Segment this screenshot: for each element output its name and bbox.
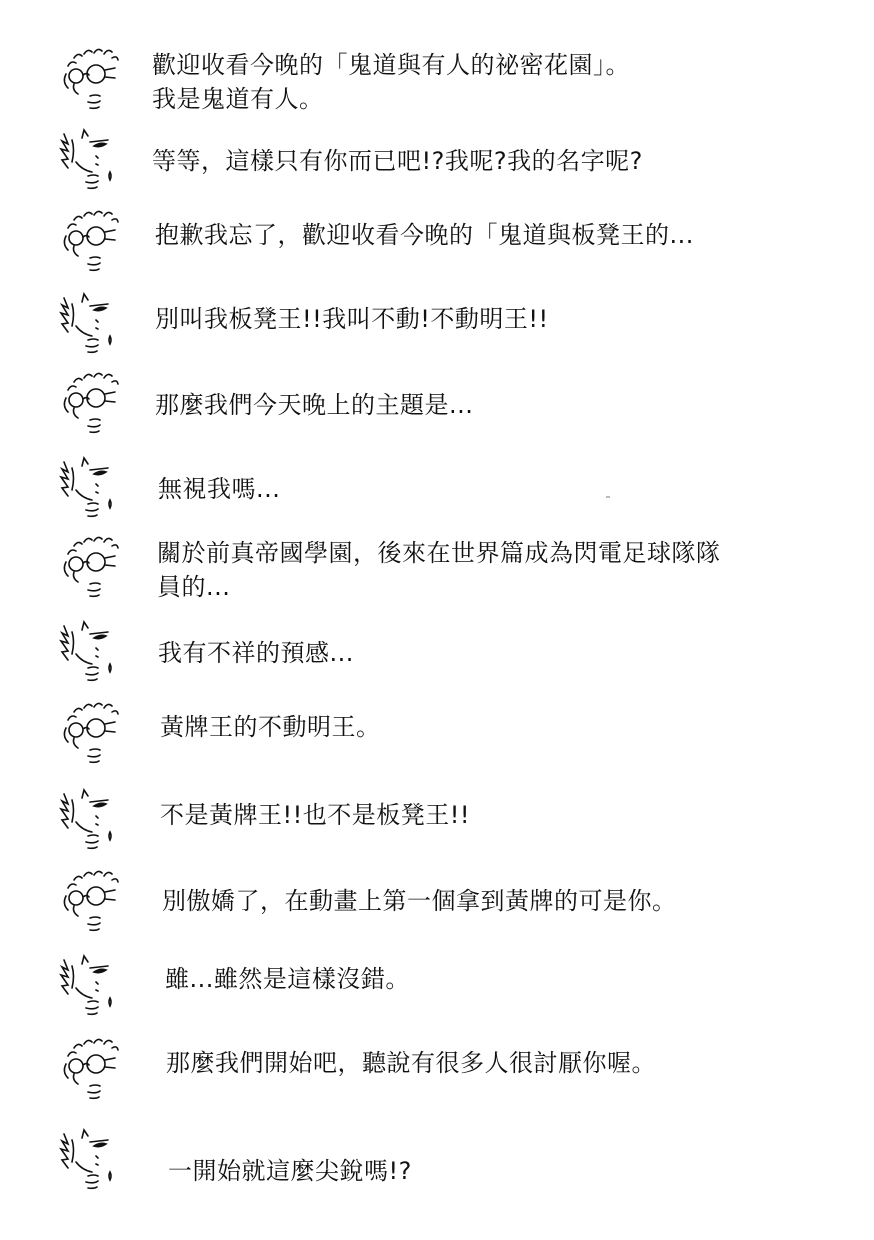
fudou-face-icon bbox=[50, 452, 120, 526]
dialogue-line bbox=[166, 1046, 656, 1080]
dialogue-line bbox=[155, 388, 473, 422]
kido-face-icon bbox=[54, 44, 124, 118]
fudou-face-icon bbox=[50, 950, 120, 1024]
dialogue-line bbox=[168, 1154, 412, 1188]
dialogue-text: 別傲嬌了，在動畫上第一個拿到黃牌的可是你。 bbox=[162, 887, 677, 915]
dialogue-text: 等等，這樣只有你而已吧!?我呢?我的名字呢? bbox=[152, 147, 643, 175]
dialogue-text: 不是黃牌王!!也不是板凳王!! bbox=[160, 801, 470, 829]
dialogue-line bbox=[155, 302, 549, 336]
dialogue-line bbox=[162, 884, 677, 918]
dialogue-text: 那麼我們今天晚上的主題是... bbox=[155, 391, 474, 419]
kido-face-icon bbox=[54, 866, 124, 940]
dialogue-line bbox=[158, 472, 280, 506]
dialogue-text: 我有不祥的預感... bbox=[158, 639, 354, 667]
fudou-face-icon bbox=[50, 1124, 120, 1198]
dialogue-text: 雖...雖然是這樣沒錯。 bbox=[165, 965, 410, 993]
dialogue-text: 別叫我板凳王!!我叫不動!不動明王!! bbox=[155, 305, 549, 333]
dialogue-text: 抱歉我忘了，歡迎收看今晚的「鬼道與板凳王的... bbox=[155, 221, 694, 249]
dialogue-line bbox=[158, 636, 354, 670]
fudou-face-icon bbox=[50, 288, 120, 362]
fudou-face-icon bbox=[50, 124, 120, 198]
dialogue-text: 黃牌王的不動明王。 bbox=[160, 713, 381, 741]
kido-face-icon bbox=[54, 698, 124, 772]
dialogue-text: 一開始就這麼尖銳嗎!? bbox=[168, 1157, 412, 1185]
dialogue-text: 那麼我們開始吧，聽說有很多人很討厭你喔。 bbox=[166, 1049, 656, 1077]
kido-face-icon bbox=[54, 532, 124, 606]
stray-mark bbox=[606, 496, 610, 498]
fudou-face-icon bbox=[50, 616, 120, 690]
dialogue-text: 關於前真帝國學園，後來在世界篇成為閃電足球隊隊 bbox=[157, 539, 721, 567]
dialogue-text: 員的... bbox=[157, 573, 231, 601]
dialogue-text: 無視我嗎... bbox=[158, 475, 281, 503]
dialogue-line bbox=[152, 144, 643, 178]
dialogue-line bbox=[155, 218, 694, 252]
kido-face-icon bbox=[54, 1034, 124, 1108]
fudou-face-icon bbox=[50, 784, 120, 858]
dialogue-text: 歡迎收看今晚的「鬼道與有人的祕密花園」。 bbox=[152, 51, 630, 79]
dialogue-text: 我是鬼道有人。 bbox=[152, 85, 324, 113]
dialogue-line bbox=[165, 962, 410, 996]
dialogue-line bbox=[160, 798, 470, 832]
kido-face-icon bbox=[54, 368, 124, 442]
dialogue-line bbox=[160, 710, 381, 744]
kido-face-icon bbox=[54, 206, 124, 280]
dialogue-line bbox=[157, 536, 721, 604]
dialogue-line bbox=[152, 48, 630, 116]
